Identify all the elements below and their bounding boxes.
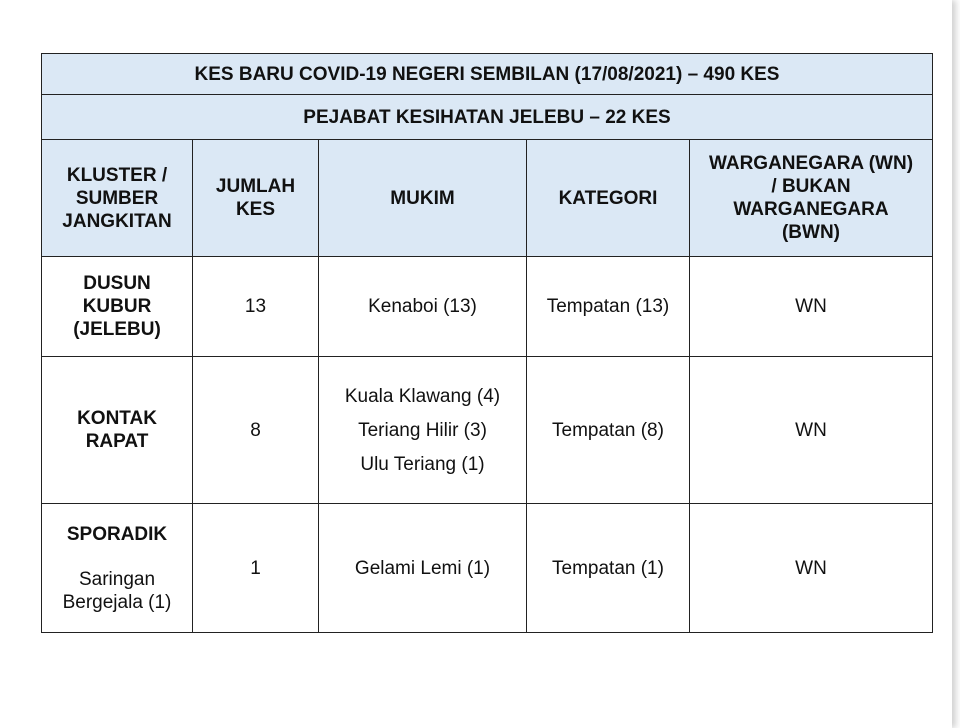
- header-jumlah: JUMLAH KES: [193, 140, 319, 257]
- kluster-cell: KONTAK RAPAT: [42, 357, 193, 504]
- kluster-cell: DUSUN KUBUR (JELEBU): [42, 257, 193, 357]
- header-row: [42, 140, 933, 257]
- kategori-cell: Tempatan (1): [527, 504, 690, 633]
- header-kategori: KATEGORI: [527, 140, 690, 257]
- table-subtitle: PEJABAT KESIHATAN JELEBU – 22 KES: [42, 95, 933, 140]
- jumlah-cell: 8: [193, 357, 319, 504]
- header-mukim: MUKIM: [319, 140, 527, 257]
- title-row: [42, 54, 933, 95]
- kluster-cell: SPORADIK Saringan Bergejala (1): [42, 504, 193, 633]
- jumlah-cell: 1: [193, 504, 319, 633]
- header-warganegara: WARGANEGARA (WN) / BUKAN WARGANEGARA (BWN): [690, 140, 933, 257]
- table-row: [42, 357, 933, 504]
- table-row: [42, 257, 933, 357]
- wn-cell: WN: [690, 357, 933, 504]
- wn-cell: WN: [690, 257, 933, 357]
- mukim-cell: Kenaboi (13): [319, 257, 527, 357]
- subtitle-row: [42, 95, 933, 140]
- wn-cell: WN: [690, 504, 933, 633]
- mukim-cell: Gelami Lemi (1): [319, 504, 527, 633]
- table-title: KES BARU COVID-19 NEGERI SEMBILAN (17/08/2021) – 490 KES: [42, 54, 933, 95]
- kategori-cell: Tempatan (8): [527, 357, 690, 504]
- jumlah-cell: 13: [193, 257, 319, 357]
- covid-case-table: [41, 53, 933, 633]
- mukim-cell: Kuala Klawang (4) Teriang Hilir (3) Ulu Teriang (1): [319, 357, 527, 504]
- table-row: [42, 504, 933, 633]
- kategori-cell: Tempatan (13): [527, 257, 690, 357]
- header-kluster: KLUSTER / SUMBER JANGKITAN: [42, 140, 193, 257]
